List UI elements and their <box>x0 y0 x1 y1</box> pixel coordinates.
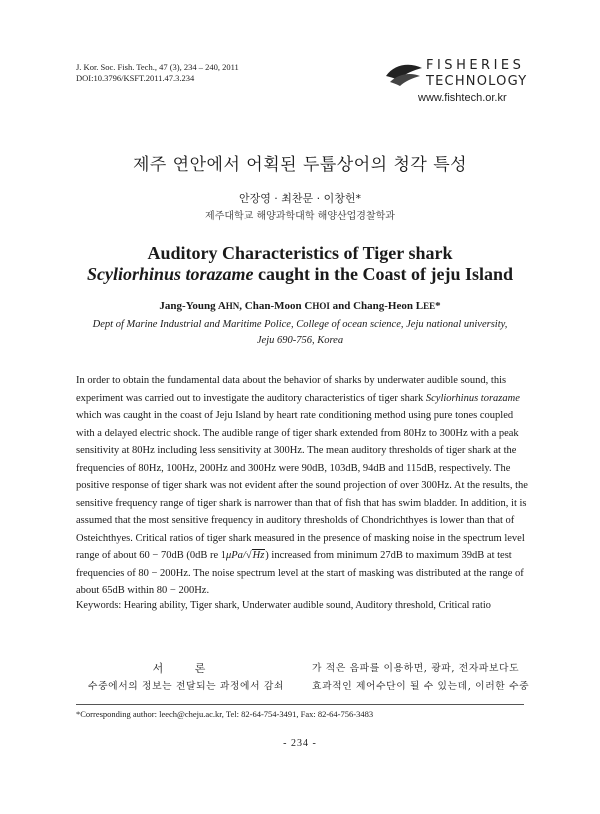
intro-left-column: 수중에서의 정보는 전달되는 과정에서 감쇠 <box>88 681 285 692</box>
page-number: - 234 - <box>283 738 317 749</box>
abstract-line: sensitive frequency range of tiger shark is narrower than that of fish that has swim bladder. In addition, it is <box>76 497 527 509</box>
affiliation-korean: 제주대학교 해양과학대학 해양산업경찰학과 <box>205 211 395 222</box>
abstract-text: range of about 60 − 70dB (0dB re 1 <box>76 550 226 561</box>
logo-text-technology: TECHNOLOGY <box>426 74 528 89</box>
author-3-family-rest: EE <box>423 301 436 311</box>
author-1-given: Jang-Young <box>159 300 218 312</box>
footnote-divider <box>76 704 524 705</box>
authors-korean: 안장영 · 최찬문 · 이창헌* <box>238 192 362 205</box>
affiliation-english-line1: Dept of Marine Industrial and Maritime Police, College of ocean science, Jeju national university, <box>92 319 508 330</box>
author-3-given: and Chang-Heon <box>329 300 416 312</box>
abstract-line: frequencies of 80Hz, 100Hz, 200Hz and 300Hz were 90dB, 103dB, 94dB and 115dB, respectively. The <box>76 462 511 474</box>
corresponding-author-footnote: *Corresponding author: leech@cheju.ac.kr, Tel: 82-64-754-3491, Fax: 82-64-756-3483 <box>76 709 374 719</box>
journal-citation-block <box>76 62 239 84</box>
fish-logo-icon <box>384 58 424 90</box>
abstract-line: assumed that the most sensitive frequency in auditory thresholds of Chondrichthyes is lower than that of <box>76 515 515 526</box>
abstract-line: In order to obtain the fundamental data about the behavior of sharks by underwater audible sound, this <box>76 375 507 386</box>
unit-micropascal: μPa/ <box>225 550 246 561</box>
author-3-family-initial: L <box>415 300 424 312</box>
species-name: Scyliorhinus torazame <box>86 264 254 284</box>
abstract-line: sensitivity at 80Hz including less sensitivity at 300Hz. The mean auditory thresholds of tiger shark at the <box>76 445 517 456</box>
author-1-family-rest: HN <box>225 301 240 311</box>
abstract-line: positive response of tiger shark was not evident after the sound projection of over 300Hz. At the results, the <box>76 480 528 491</box>
author-1-family-initial: A <box>217 300 226 312</box>
abstract-text: experiment was carried out to investigate the auditory characteristics of tiger shark <box>76 392 426 404</box>
logo-text-fisheries: FISHERIES <box>426 58 525 73</box>
abstract-line: Osteichthyes. Critical ratios of tiger shark measured in the presence of masking noise in the spectrum level <box>76 532 525 544</box>
journal-url[interactable]: www.fishtech.or.kr <box>418 92 507 104</box>
abstract <box>76 372 528 600</box>
keywords: Keywords: Hearing ability, Tiger shark, Underwater audible sound, Auditory threshold, Critical ratio <box>76 600 491 611</box>
abstract-line: which was caught in the coast of Jeju Island by heart rate conditioning method using pure tones coupled <box>76 410 514 421</box>
abstract-line: with a delayed electric shock. The audible range of tiger shark extended from 80Hz to 300Hz with a peak <box>76 427 519 439</box>
doi: DOI:10.3796/KSFT.2011.47.3.234 <box>76 73 195 83</box>
authors-english <box>0 300 600 312</box>
abstract-species-name: Scyliorhinus torazame <box>425 392 520 404</box>
abstract-line <box>76 547 524 565</box>
sqrt-symbol: √ <box>245 550 252 561</box>
abstract-text: ) increased from minimum 27dB to maximum 39dB at test <box>265 550 512 561</box>
intro-right-line: 가 적은 음파를 이용하면, 광파, 전자파보다도 <box>312 663 520 674</box>
section-heading-introduction: 서 론 <box>152 662 220 675</box>
intro-right-column <box>312 660 529 696</box>
title-english-line1: Auditory Characteristics of Tiger shark <box>147 243 453 263</box>
intro-right-line: 효과적인 제어수단이 될 수 있는데, 이러한 수중 <box>312 681 530 692</box>
title-korean: 제주 연안에서 어획된 두툽상어의 청각 특성 <box>132 155 468 175</box>
abstract-line <box>76 390 524 408</box>
unit-hertz: Hz <box>252 550 265 561</box>
corresponding-mark: * <box>435 300 441 312</box>
affiliation-english-line2: Jeju 690-756, Korea <box>256 335 344 346</box>
author-2-family-initial: C <box>304 300 313 312</box>
abstract-line: frequencies of 80 − 200Hz. The noise spectrum level at the start of masking was distributed at the range of <box>76 567 524 579</box>
author-2-given: , Chan-Moon <box>239 300 305 312</box>
abstract-line: about 65dB within 80 − 200Hz. <box>76 585 210 596</box>
journal-citation: J. Kor. Soc. Fish. Tech., 47 (3), 234 – 240, 2011 <box>76 62 239 72</box>
title-english-line2 <box>0 264 600 285</box>
journal-logo <box>384 56 534 108</box>
author-2-family-rest: HOI <box>312 301 330 311</box>
title-english-line2-rest: caught in the Coast of jeju Island <box>253 264 514 284</box>
